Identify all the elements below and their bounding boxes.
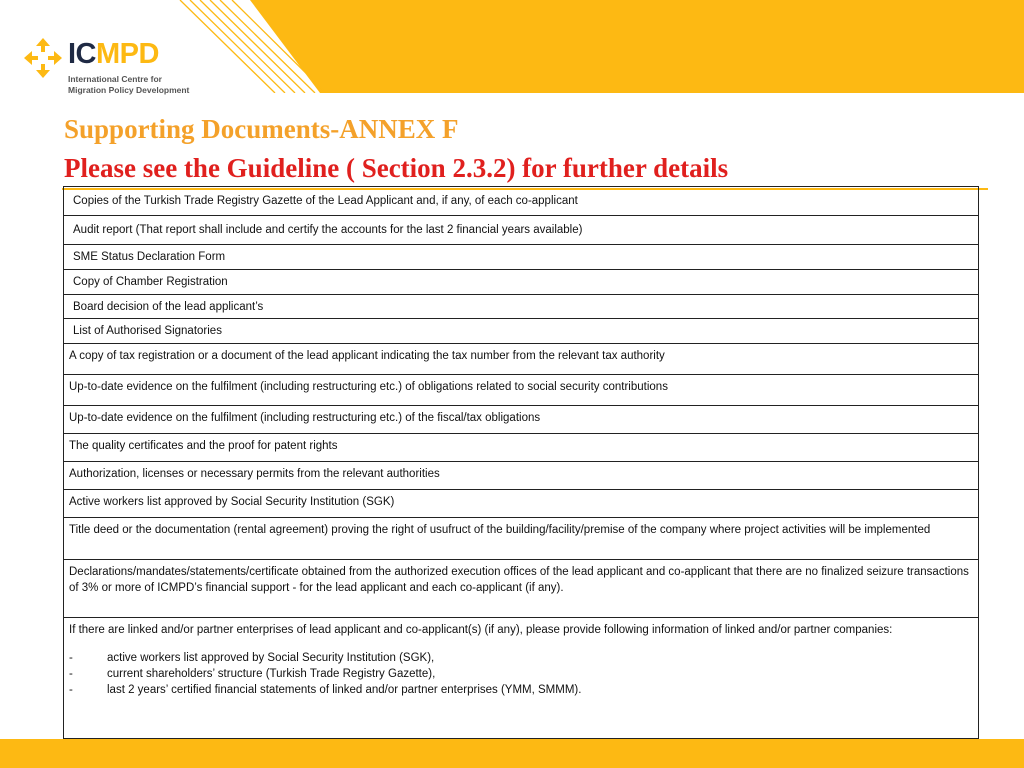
list-item [69,666,973,682]
table-row: Copies of the Turkish Trade Registry Gazette of the Lead Applicant and, if any, of each co-applicant [63,187,979,216]
table-row: A copy of tax registration or a document of the lead applicant indicating the tax number from the relevant tax authority [63,344,979,375]
page-title: Supporting Documents-ANNEX F [64,114,459,144]
table-row: Title deed or the documentation (rental agreement) proving the right of usufruct of the building/facility/premise of the company where project activities will be implemented [63,518,979,560]
logo-wordmark-ic: IC [68,38,96,70]
list-item-text: last 2 years’ certified financial statements of linked and/or partner enterprises (YMM, SMMM). [107,684,582,696]
page-subtitle: Please see the Guideline ( Section 2.3.2) for further details [64,153,729,183]
logo-arrows-icon [24,38,62,78]
icmpd-logo[interactable] [24,38,224,98]
logo-wordmark [68,38,159,71]
logo-subtitle [68,74,228,96]
table-row-linked-enterprises [63,618,979,739]
footer-band [0,739,1024,768]
table-row: Audit report (That report shall include and certify the accounts for the last 2 financial years available) [63,216,979,245]
documents-table [63,186,979,739]
table-row: Up-to-date evidence on the fulfilment (including restructuring etc.) of the fiscal/tax obligations [63,406,979,434]
table-row: Board decision of the lead applicant’s [63,295,979,319]
bullet-dash: - [69,652,73,664]
list-item [69,682,973,698]
logo-wordmark-mpd: MPD [96,38,159,70]
table-row: Declarations/mandates/statements/certificate obtained from the authorized execution offices of the lead applicant and co-applicant that there are no finalized seizure transactions of 3% or more of ICMPD’s financial support - for the lead applicant and each co-applicant (if any). [63,560,979,618]
table-row: The quality certificates and the proof for patent rights [63,434,979,462]
table-row: Authorization, licenses or necessary permits from the relevant authorities [63,462,979,490]
header-gold-shape [250,0,1024,93]
list-item [69,650,973,666]
table-row: SME Status Declaration Form [63,245,979,270]
table-row: Up-to-date evidence on the fulfilment (including restructuring etc.) of obligations related to social security contributions [63,375,979,406]
logo-subtitle-line2: Migration Policy Development [68,85,190,95]
list-item-text: current shareholders’ structure (Turkish Trade Registry Gazette), [107,668,436,680]
linked-enterprises-intro: If there are linked and/or partner enterprises of lead applicant and co-applicant(s) (if any), please provide following information of linked and/or partner companies: [69,624,893,636]
bullet-dash: - [69,668,73,680]
logo-subtitle-line1: International Centre for [68,74,162,84]
list-item-text: active workers list approved by Social Security Institution (SGK), [107,652,435,664]
table-row: Copy of Chamber Registration [63,270,979,295]
table-row: Active workers list approved by Social Security Institution (SGK) [63,490,979,518]
table-row: List of Authorised Signatories [63,319,979,344]
bullet-dash: - [69,684,73,696]
